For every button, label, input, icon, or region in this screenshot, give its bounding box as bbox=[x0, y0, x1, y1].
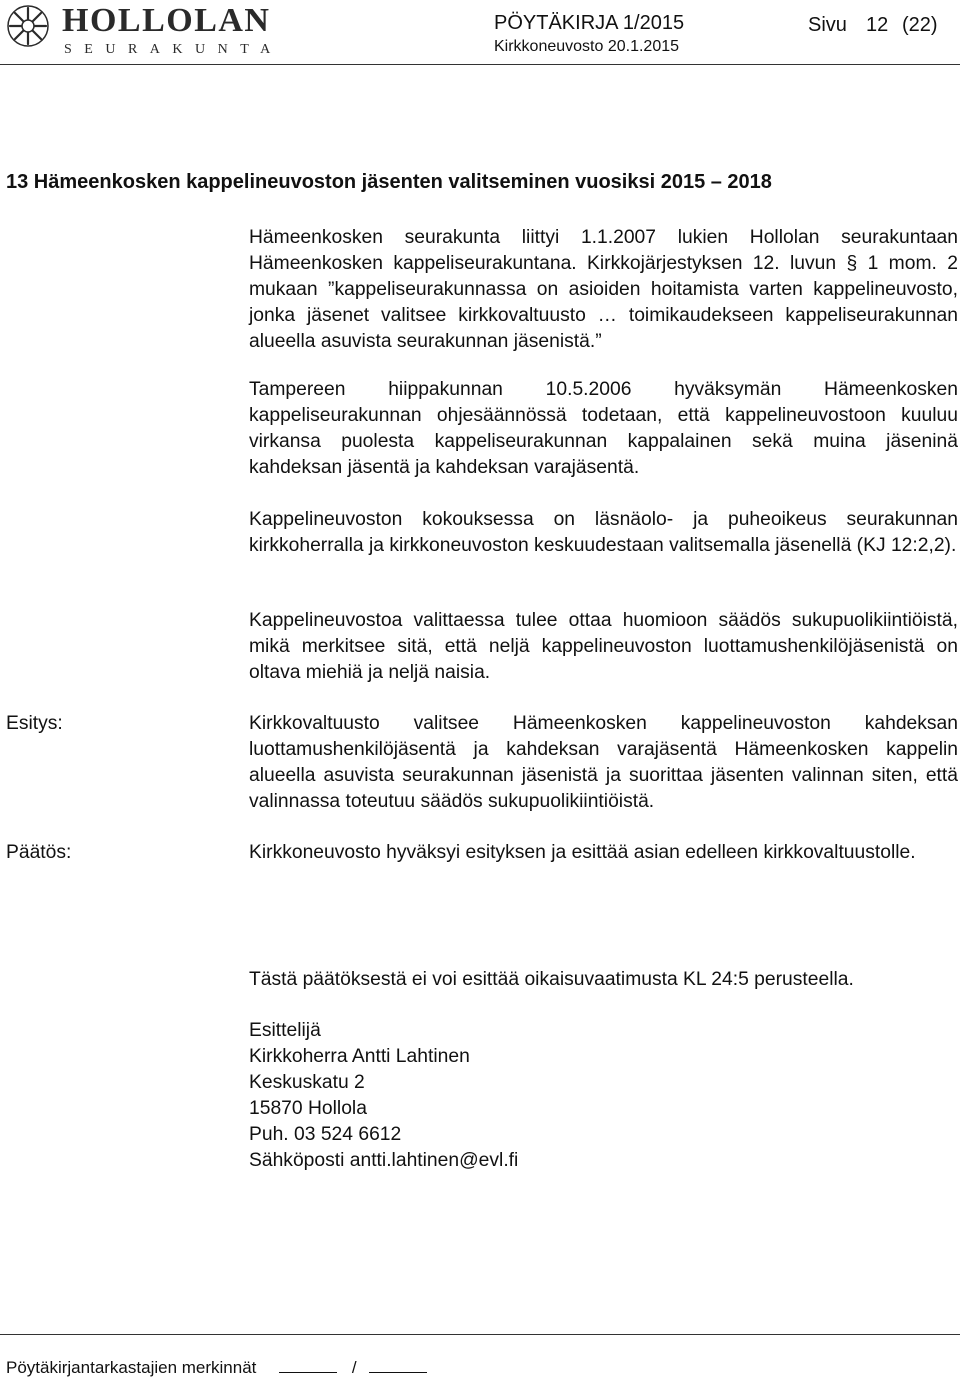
decision-text: Kirkkoneuvosto hyväksyi esityksen ja esittää asian edelleen kirkkovaltuustolle. bbox=[249, 842, 916, 863]
page-number: 12 bbox=[866, 14, 889, 36]
paragraph-attendance: Kappelineuvoston kokouksessa on läsnäolo- ja puheoikeus seurakunnan kirkkoherralla ja kirkkoneuvoston keskuudestaan valitsemalla jäsenellä (KJ 12:2,2). bbox=[249, 509, 958, 556]
appeal-note: Tästä päätöksestä ei voi esittää oikaisuvaatimusta KL 24:5 perusteella. bbox=[249, 969, 854, 990]
initials-blank-2 bbox=[369, 1358, 427, 1373]
document-title: PÖYTÄKIRJA 1/2015 bbox=[494, 12, 685, 34]
footer bbox=[6, 1358, 427, 1378]
presenter-street: Keskuskatu 2 bbox=[249, 1072, 365, 1093]
presenter-role: Esittelijä bbox=[249, 1020, 321, 1041]
presenter-name: Kirkkoherra Antti Lahtinen bbox=[249, 1046, 470, 1067]
presenter-postal: 15870 Hollola bbox=[249, 1098, 367, 1119]
paragraph-background: Hämeenkosken seurakunta liittyi 1.1.2007 lukien Hollolan seurakuntaan Hämeenkosken kappeliseurakuntana. Kirkkojärjestyksen 12. luvun § 1 mom. 2 mukaan ”kappeliseurakunnassa on asioiden hoitamista varten kappelineuvosto, jonka jäsenet valitsee kirkkovaltuusto … toimikaudekseen kappeliseurakunnan alueella asuvista seurakunnan jäsenistä.” bbox=[249, 227, 958, 352]
initials-blank-1 bbox=[279, 1358, 337, 1373]
footer-divider bbox=[0, 1334, 960, 1335]
paragraph-bylaws: Tampereen hiippakunnan 10.5.2006 hyväksymän Hämeenkosken kappeliseurakunnan ohjesäännössä todetaan, että kappelineuvostoon kuuluu virkansa puolesta kappeliseurakunnan kappalainen sekä muina jäseninä kahdeksan jäsentä ja kahdeksan varajäsentä. bbox=[249, 379, 958, 478]
paragraph-gender-quota: Kappelineuvostoa valittaessa tulee ottaa huomioon säädös sukupuolikiintiöistä, mikä merkitsee sitä, että neljä kappelineuvoston luottamushenkilöjäsenistä on oltava miehiä ja neljä naisia. bbox=[249, 610, 958, 683]
presenter-email: Sähköposti antti.lahtinen@evl.fi bbox=[249, 1150, 519, 1171]
page-total: (22) bbox=[902, 14, 938, 36]
footer-label: Pöytäkirjantarkastajien merkinnät bbox=[6, 1358, 257, 1377]
proposal-text: Kirkkovaltuusto valitsee Hämeenkosken kappelineuvoston kahdeksan luottamushenkilöjäsentä ja kahdeksan varajäsentä Hämeenkosken kappelin alueella asuvista seurakunnan jäsenistä ja suorittaa jäsenten valinnan siten, että valinnassa toteutuu säädös sukupuolikiintiöistä. bbox=[249, 713, 958, 812]
decision-label: Päätös: bbox=[6, 842, 72, 863]
document-subtitle: Kirkkoneuvosto 20.1.2015 bbox=[494, 38, 680, 55]
org-logo bbox=[6, 2, 283, 62]
presenter-block bbox=[249, 1018, 958, 1174]
page-label: Sivu bbox=[808, 14, 847, 36]
header-divider bbox=[0, 64, 960, 65]
org-name: HOLLOLAN bbox=[62, 2, 271, 39]
footer-separator: / bbox=[351, 1358, 357, 1377]
proposal-label: Esitys: bbox=[6, 713, 63, 734]
org-subtitle: SEURAKUNTA bbox=[64, 42, 283, 57]
presenter-phone: Puh. 03 524 6612 bbox=[249, 1124, 402, 1145]
section-heading: 13 Hämeenkosken kappelineuvoston jäsenten valitseminen vuosiksi 2015 – 2018 bbox=[6, 171, 772, 193]
sunburst-logo-icon bbox=[6, 4, 50, 48]
